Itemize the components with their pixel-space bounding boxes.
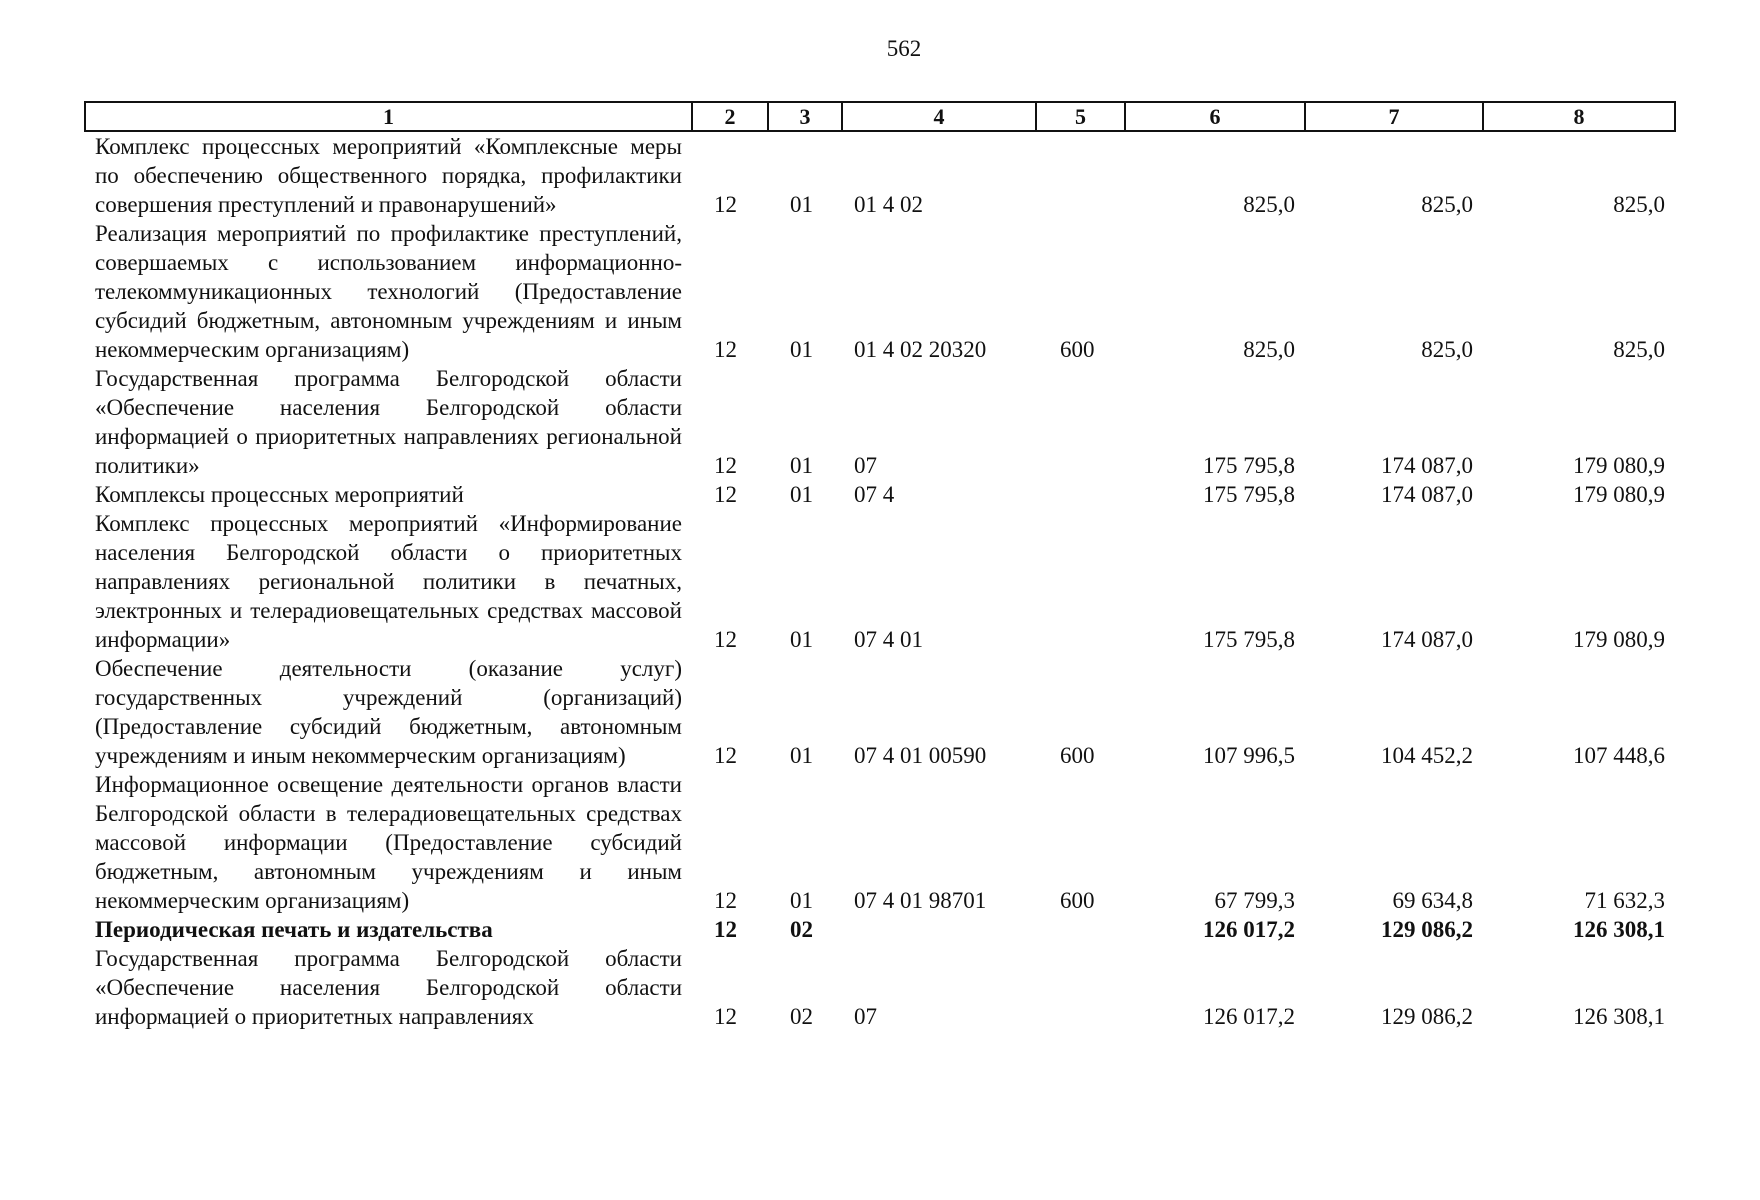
table-row [85,944,1675,1031]
row-description: Реализация мероприятий по профилактике преступлений, совершаемых с использованием информационно-телекоммуникационных технологий (Предоставление субсидий бюджетным, автономным учреждениям и иным некоммерческим организациям) [95,221,682,362]
subsection-code: 01 [790,627,813,652]
target-article-code [842,915,1036,944]
amount-year-2: 825,0 [1421,337,1473,362]
row-description: Государственная программа Белгородской области «Обеспечение населения Белгородской области информацией о приоритетных направлениях региональной политики» [95,366,682,478]
expense-type-code: 600 [1060,337,1095,362]
subsection-code: 01 [790,192,813,217]
section-code: 12 [714,627,737,652]
amount-year-3: 179 080,9 [1573,482,1665,507]
amount-year-2: 104 452,2 [1381,743,1473,768]
table-row [85,364,1675,480]
amount-year-1: 126 017,2 [1203,1004,1295,1029]
column-header: 2 [692,102,768,131]
amount-year-3: 825,0 [1613,192,1665,217]
table-row [85,915,1675,944]
row-description: Периодическая печать и издательства [95,917,493,942]
amount-year-2: 174 087,0 [1381,453,1473,478]
column-header: 1 [85,102,692,131]
amount-year-3: 107 448,6 [1573,743,1665,768]
table-row [85,509,1675,654]
section-code: 12 [714,337,737,362]
amount-year-2: 174 087,0 [1381,627,1473,652]
section-code: 12 [714,482,737,507]
expense-type-code: 600 [1060,743,1095,768]
row-description: Государственная программа Белгородской области «Обеспечение населения Белгородской области информацией о приоритетных направлениях [95,946,682,1029]
target-article-code: 07 [854,1004,877,1029]
amount-year-1: 67 799,3 [1214,888,1295,913]
amount-year-2: 69 634,8 [1392,888,1473,913]
section-code: 12 [714,743,737,768]
amount-year-2: 129 086,2 [1381,1004,1473,1029]
table-row [85,219,1675,364]
budget-table [84,101,1676,1031]
amount-year-3: 179 080,9 [1573,627,1665,652]
amount-year-3: 179 080,9 [1573,453,1665,478]
expense-type-code [1036,364,1125,480]
column-header: 5 [1036,102,1125,131]
subsection-code: 01 [790,337,813,362]
table-row [85,770,1675,915]
target-article-code: 07 4 [854,482,895,507]
amount-year-2: 174 087,0 [1381,482,1473,507]
amount-year-2: 129 086,2 [1381,917,1473,942]
amount-year-1: 175 795,8 [1203,453,1295,478]
page-number: 562 [886,36,922,61]
table-row [85,131,1675,219]
expense-type-code [1036,509,1125,654]
section-code: 12 [714,917,737,942]
column-header: 7 [1305,102,1483,131]
row-description: Комплекс процессных мероприятий «Комплексные меры по обеспечению общественного порядка, профилактики совершения преступлений и правонарушений» [95,134,682,217]
section-code: 12 [714,1004,737,1029]
target-article-code: 01 4 02 20320 [854,337,987,362]
subsection-code: 02 [790,1004,813,1029]
amount-year-1: 175 795,8 [1203,482,1295,507]
amount-year-1: 825,0 [1243,337,1295,362]
row-description: Комплекс процессных мероприятий «Информирование населения Белгородской области о приоритетных направлениях региональной политики в печатных, электронных и телерадиовещательных средствах массовой информации» [95,511,682,652]
column-header: 6 [1125,102,1305,131]
target-article-code: 07 4 01 [854,627,923,652]
expense-type-code [1036,944,1125,1031]
row-description: Комплексы процессных мероприятий [95,482,464,507]
section-code: 12 [714,453,737,478]
column-header: 4 [842,102,1036,131]
amount-year-1: 825,0 [1243,192,1295,217]
row-description: Информационное освещение деятельности органов власти Белгородской области в телерадиовещательных средствах массовой информации (Предоставление субсидий бюджетным, автономным учреждениям и иным некоммерческим организациям) [95,772,682,913]
subsection-code: 01 [790,888,813,913]
amount-year-1: 126 017,2 [1203,917,1295,942]
subsection-code: 01 [790,743,813,768]
expense-type-code [1036,131,1125,219]
subsection-code: 01 [790,482,813,507]
amount-year-3: 126 308,1 [1573,917,1665,942]
table-header-row [85,102,1675,131]
table-row [85,480,1675,509]
column-header: 8 [1483,102,1675,131]
subsection-code: 01 [790,453,813,478]
row-description: Обеспечение деятельности (оказание услуг) государственных учреждений (организаций) (Предоставление субсидий бюджетным, автономным учреждениям и иным некоммерческим организациям) [95,656,682,768]
amount-year-2: 825,0 [1421,192,1473,217]
subsection-code: 02 [790,917,813,942]
expense-type-code: 600 [1060,888,1095,913]
target-article-code: 07 4 01 00590 [854,743,987,768]
section-code: 12 [714,888,737,913]
expense-type-code [1036,915,1125,944]
table-row [85,654,1675,770]
target-article-code: 07 4 01 98701 [854,888,987,913]
expense-type-code [1036,480,1125,509]
section-code: 12 [714,192,737,217]
amount-year-1: 107 996,5 [1203,743,1295,768]
column-header: 3 [768,102,842,131]
amount-year-3: 71 632,3 [1584,888,1665,913]
amount-year-3: 126 308,1 [1573,1004,1665,1029]
target-article-code: 07 [854,453,877,478]
amount-year-3: 825,0 [1613,337,1665,362]
target-article-code: 01 4 02 [854,192,923,217]
amount-year-1: 175 795,8 [1203,627,1295,652]
